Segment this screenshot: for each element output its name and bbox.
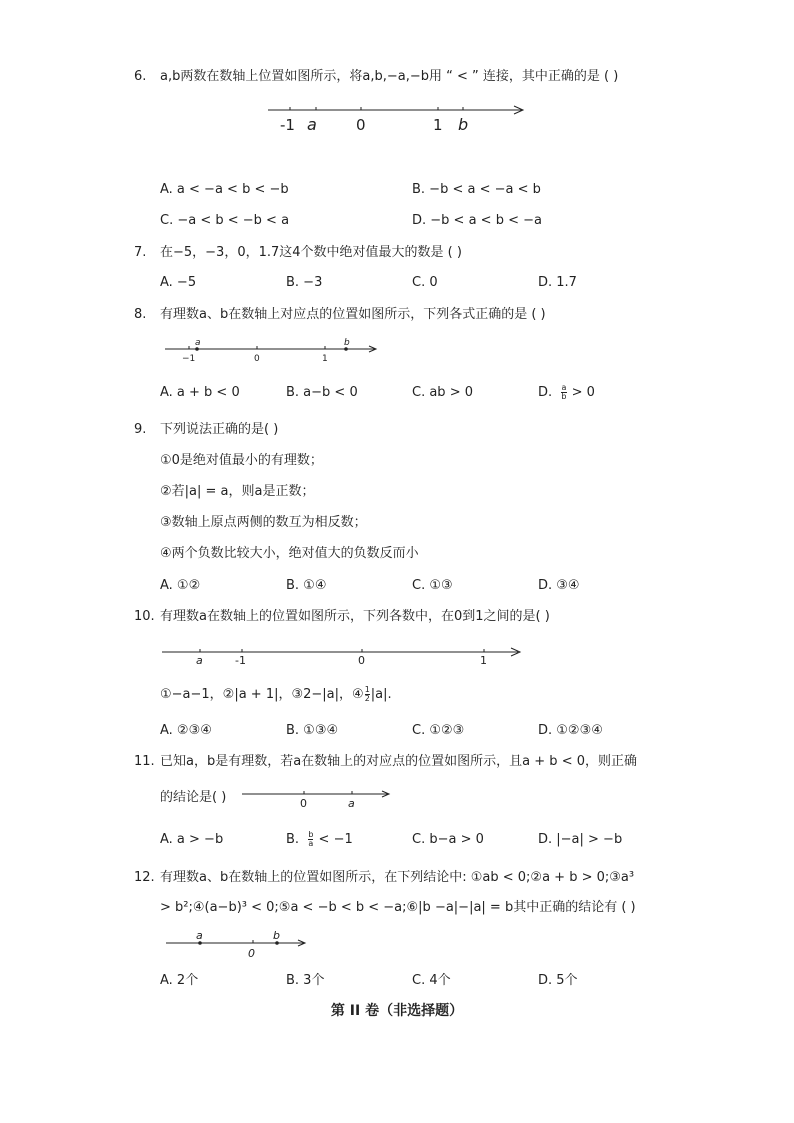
section-title: 第 II 卷（非选择题） <box>330 1003 464 1019</box>
q10-option-d[interactable]: D. ①②③④ <box>538 723 603 738</box>
q10-label-1: 1 <box>480 654 487 667</box>
q6-option-c[interactable]: C. −a < b < −b < a <box>160 213 290 228</box>
q8-label-a: a <box>195 338 201 348</box>
q8-option-d-letter: D. <box>538 385 553 400</box>
q6-label-b: b <box>458 115 469 134</box>
q8-option-d-denominator: b <box>561 392 567 401</box>
q8-option-b[interactable]: B. a−b < 0 <box>286 385 358 400</box>
q11-option-b-fraction <box>308 831 313 848</box>
q11-stem: 已知a，b是有理数，若a在数轴上的对应点的位置如图所示，且a + b < 0，则正确 <box>160 754 637 769</box>
q12-number: 12. <box>134 870 155 885</box>
q11-label-0: 0 <box>300 797 307 810</box>
q9-statement-2: ②若|a| = a，则a是正数； <box>160 484 315 499</box>
q9-statement-1: ①0是绝对值最小的有理数； <box>160 453 323 468</box>
q10-expr-numerator: 1 <box>364 685 370 694</box>
q8-label-neg1: −1 <box>182 354 196 364</box>
q12-option-c[interactable]: C. 4个 <box>412 973 451 988</box>
q8-option-d[interactable] <box>538 384 595 402</box>
q11-option-d[interactable]: D. |−a| > −b <box>538 832 623 847</box>
q12-label-b: b <box>273 929 280 942</box>
q12-option-a[interactable]: A. 2个 <box>160 973 199 988</box>
q11-option-c[interactable]: C. b−a > 0 <box>412 832 484 847</box>
q8-option-c[interactable]: C. ab > 0 <box>412 385 473 400</box>
q7-option-a[interactable]: A. −5 <box>160 275 197 290</box>
q8-option-d-suffix: > 0 <box>571 385 595 400</box>
q7-stem: 在−5，−3，0，1.7这4个数中绝对值最大的数是 ( ) <box>160 245 462 260</box>
q12-stem: 有理数a、b在数轴上的位置如图所示，在下列结论中: ①ab < 0;②a + b > 0;③a³ <box>160 870 635 885</box>
q10-option-b[interactable]: B. ①③④ <box>286 723 339 738</box>
q6-stem: a,b两数在数轴上位置如图所示，将a,b,−a,−b用 “ < ” 连接，其中正确的是 ( ) <box>160 69 619 84</box>
q12-number-line <box>160 926 320 962</box>
q9-option-a[interactable]: A. ①② <box>160 578 201 593</box>
q10-expr-list: ①−a−1，②|a + 1|，③2−|a|，④ <box>160 687 364 702</box>
q11-option-b[interactable] <box>286 831 353 849</box>
q10-number: 10. <box>134 609 155 624</box>
q12-stem-continued: > b²;④(a−b)³ < 0;⑤a < −b < b < −a;⑥|b −a|−|a| = b其中正确的结论有 ( ) <box>160 900 636 915</box>
q9-option-c[interactable]: C. ①③ <box>412 578 453 593</box>
q12-option-b[interactable]: B. 3个 <box>286 973 325 988</box>
q9-statement-4: ④两个负数比较大小，绝对值大的负数反而小 <box>160 546 419 561</box>
q7-option-c[interactable]: C. 0 <box>412 275 438 290</box>
q6-label-1: 1 <box>433 116 443 134</box>
q9-option-b[interactable]: B. ①④ <box>286 578 327 593</box>
q12-label-0: 0 <box>248 947 255 960</box>
q11-number: 11. <box>134 754 155 769</box>
q11-option-b-suffix: < −1 <box>318 832 353 847</box>
q10-option-c[interactable]: C. ①②③ <box>412 723 465 738</box>
q8-number-line <box>160 334 390 364</box>
q12-option-d[interactable]: D. 5个 <box>538 973 578 988</box>
q11-option-a[interactable]: A. a > −b <box>160 832 224 847</box>
q6-label-neg1: -1 <box>280 116 295 134</box>
q8-option-d-fraction <box>561 384 566 401</box>
q8-number: 8. <box>134 307 147 322</box>
q9-number: 9. <box>134 422 147 437</box>
q10-number-line <box>160 640 530 670</box>
q6-number: 6. <box>134 69 147 84</box>
q7-option-b[interactable]: B. −3 <box>286 275 323 290</box>
q11-label-a: a <box>348 797 355 810</box>
q7-option-d[interactable]: D. 1.7 <box>538 275 577 290</box>
q11-number-line <box>240 784 400 814</box>
q6-option-d[interactable]: D. −b < a < b < −a <box>412 213 542 228</box>
q8-option-d-numerator: a <box>561 383 567 392</box>
q6-label-0: 0 <box>356 116 366 134</box>
q9-option-d[interactable]: D. ③④ <box>538 578 580 593</box>
q9-stem: 下列说法正确的是( ) <box>160 422 279 437</box>
q10-expressions <box>160 686 392 704</box>
q8-option-a[interactable]: A. a + b < 0 <box>160 385 240 400</box>
q10-expr-fraction <box>365 686 370 703</box>
q10-stem: 有理数a在数轴上的位置如图所示，下列各数中，在0到1之间的是( ) <box>160 609 550 624</box>
q8-label-b: b <box>344 338 350 348</box>
q10-option-a[interactable]: A. ②③④ <box>160 723 212 738</box>
q10-expr-suffix: |a|. <box>370 687 392 702</box>
q10-label-neg1: -1 <box>235 654 246 667</box>
q12-label-a: a <box>196 929 203 942</box>
q6-option-b[interactable]: B. −b < a < −a < b <box>412 182 541 197</box>
q7-number: 7. <box>134 245 147 260</box>
q6-label-a: a <box>307 115 317 134</box>
q9-statement-3: ③数轴上原点两侧的数互为相反数； <box>160 515 367 530</box>
q10-expr-denominator: 2 <box>364 694 370 703</box>
q6-option-a[interactable]: A. a < −a < b < −b <box>160 182 289 197</box>
q8-label-1: 1 <box>322 354 328 364</box>
q11-option-b-numerator: b <box>308 830 314 839</box>
q10-label-0: 0 <box>358 654 365 667</box>
q8-label-0: 0 <box>254 354 260 364</box>
q11-stem-continued: 的结论是( ) <box>160 790 227 805</box>
q11-option-b-denominator: a <box>308 839 314 848</box>
q8-stem: 有理数a、b在数轴上对应点的位置如图所示，下列各式正确的是 ( ) <box>160 307 546 322</box>
q10-label-a: a <box>196 654 203 667</box>
q6-number-line <box>260 98 540 138</box>
q11-option-b-letter: B. <box>286 832 300 847</box>
